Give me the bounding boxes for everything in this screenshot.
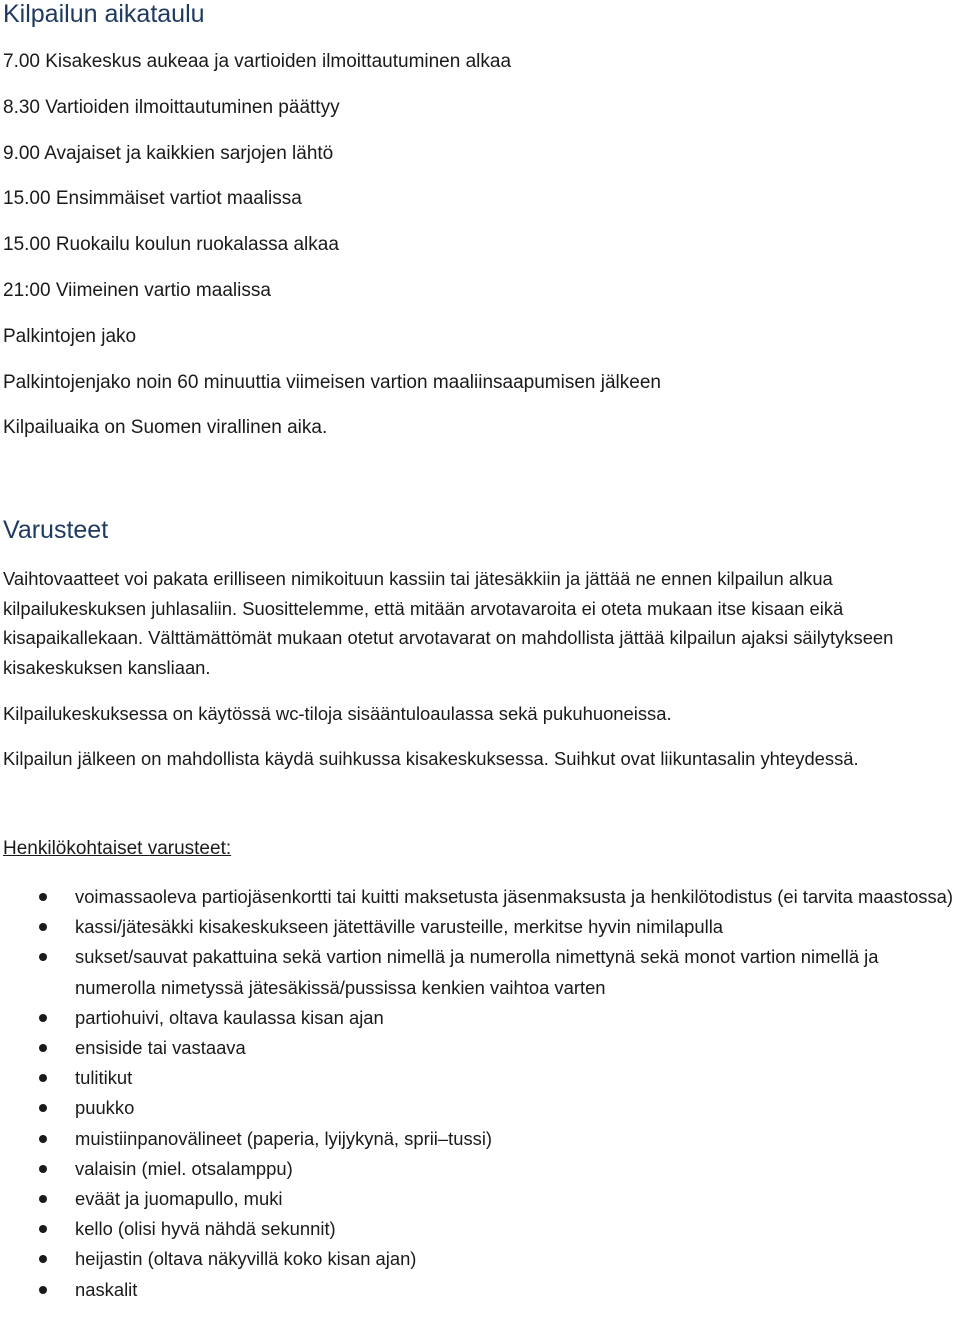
schedule-item: 9.00 Avajaiset ja kaikkien sarjojen lähtö [3, 142, 334, 164]
bullet-icon [39, 1195, 47, 1203]
personal-gear-heading: Henkilökohtaiset varusteet: [3, 838, 232, 859]
bullet-icon [39, 1074, 47, 1082]
bullet-icon [39, 953, 47, 961]
gear-item [0, 1033, 960, 1063]
gear-item-text: sukset/sauvat pakattuina sekä vartion nimellä ja numerolla nimettynä sekä monot vartion nimellä ja numerolla nimetyssä jätesäkissä/pussissa kenkien vaihtoa varten [75, 946, 879, 998]
bullet-icon [39, 1165, 47, 1173]
bullet-icon [39, 1225, 47, 1233]
prize-note: Palkintojenjako noin 60 minuuttia viimeisen vartion maaliinsaapumisen jälkeen [3, 371, 661, 393]
gear-item-text: naskalit [75, 1278, 138, 1300]
gear-item-text: eväät ja juomapullo, muki [75, 1188, 283, 1210]
schedule-item: 21:00 Viimeinen vartio maalissa [3, 279, 271, 301]
gear-item [0, 1184, 960, 1214]
gear-item-text: partiohuivi, oltava kaulassa kisan ajan [75, 1006, 384, 1028]
gear-item [0, 1063, 960, 1093]
bullet-icon [39, 893, 47, 901]
schedule-item: 15.00 Ruokailu koulun ruokalassa alkaa [3, 234, 339, 256]
schedule-item: 8.30 Vartioiden ilmoittautuminen päättyy [3, 96, 340, 118]
gear-item [0, 912, 960, 942]
bullet-icon [39, 1104, 47, 1112]
equipment-paragraph-shower: Kilpailun jälkeen on mahdollista käydä suihkussa kisakeskuksessa. Suihkut ovat liikuntasalin yhteydessä. [3, 748, 859, 769]
gear-item [0, 882, 960, 912]
time-note: Kilpailuaika on Suomen virallinen aika. [3, 417, 328, 439]
schedule-heading: Kilpailun aikataulu [3, 0, 205, 28]
bullet-icon [39, 1014, 47, 1022]
gear-item [0, 1154, 960, 1184]
gear-item [0, 1214, 960, 1244]
bullet-icon [39, 1135, 47, 1143]
gear-item-text: valaisin (miel. otsalamppu) [75, 1157, 293, 1179]
gear-item [0, 1124, 960, 1154]
gear-item [0, 1003, 960, 1033]
gear-item-text: ensiside tai vastaava [75, 1037, 246, 1059]
gear-item-text: muistiinpanovälineet (paperia, lyijykynä, sprii–tussi) [75, 1127, 493, 1149]
bullet-icon [39, 923, 47, 931]
bullet-icon [39, 1255, 47, 1263]
gear-item-text: kassi/jätesäkki kisakeskukseen jätettäville varusteille, merkitse hyvin nimilapulla [75, 916, 724, 938]
equipment-paragraph-wc: Kilpailukeskuksessa on käytössä wc-tiloja sisääntuloaulassa sekä pukuhuoneissa. [3, 703, 672, 724]
gear-item [0, 1093, 960, 1123]
gear-item-text: voimassaoleva partiojäsenkortti tai kuitti maksetusta jäsenmaksusta ja henkilötodistus (ei tarvita maastossa) [75, 886, 954, 907]
bullet-icon [39, 1286, 47, 1294]
prize-heading: Palkintojen jako [3, 325, 137, 347]
gear-item [0, 942, 960, 1002]
gear-item [0, 1244, 960, 1274]
gear-item-text: puukko [75, 1097, 135, 1119]
gear-item-text: heijastin (oltava näkyvillä koko kisan ajan) [75, 1248, 417, 1270]
gear-item-text: tulitikut [75, 1067, 133, 1089]
personal-gear-list [0, 882, 960, 1305]
schedule-list [3, 50, 661, 462]
schedule-item: 15.00 Ensimmäiset vartiot maalissa [3, 188, 302, 210]
schedule-item: 7.00 Kisakeskus aukeaa ja vartioiden ilmoittautuminen alkaa [3, 51, 512, 72]
gear-item [0, 1275, 960, 1305]
equipment-paragraph-storage: Vaihtovaatteet voi pakata erilliseen nimikoituun kassiin tai jätesäkkiin ja jättää ne ennen kilpailun alkua kilpailukeskuksen juhlasaliin. Suosittelemme, että mitään arvotavaroita ei oteta mukaan itse kisaan eikä kisapaikallekaan. Välttämättömät mukaan otetut arvotavarat on mahdollista jättää kilpailun ajaksi säilytykseen kisakeskuksen kansliaan. [3, 568, 894, 678]
equipment-heading: Varusteet [3, 516, 109, 544]
bullet-icon [39, 1044, 47, 1052]
gear-item-text: kello (olisi hyvä nähdä sekunnit) [75, 1218, 336, 1240]
